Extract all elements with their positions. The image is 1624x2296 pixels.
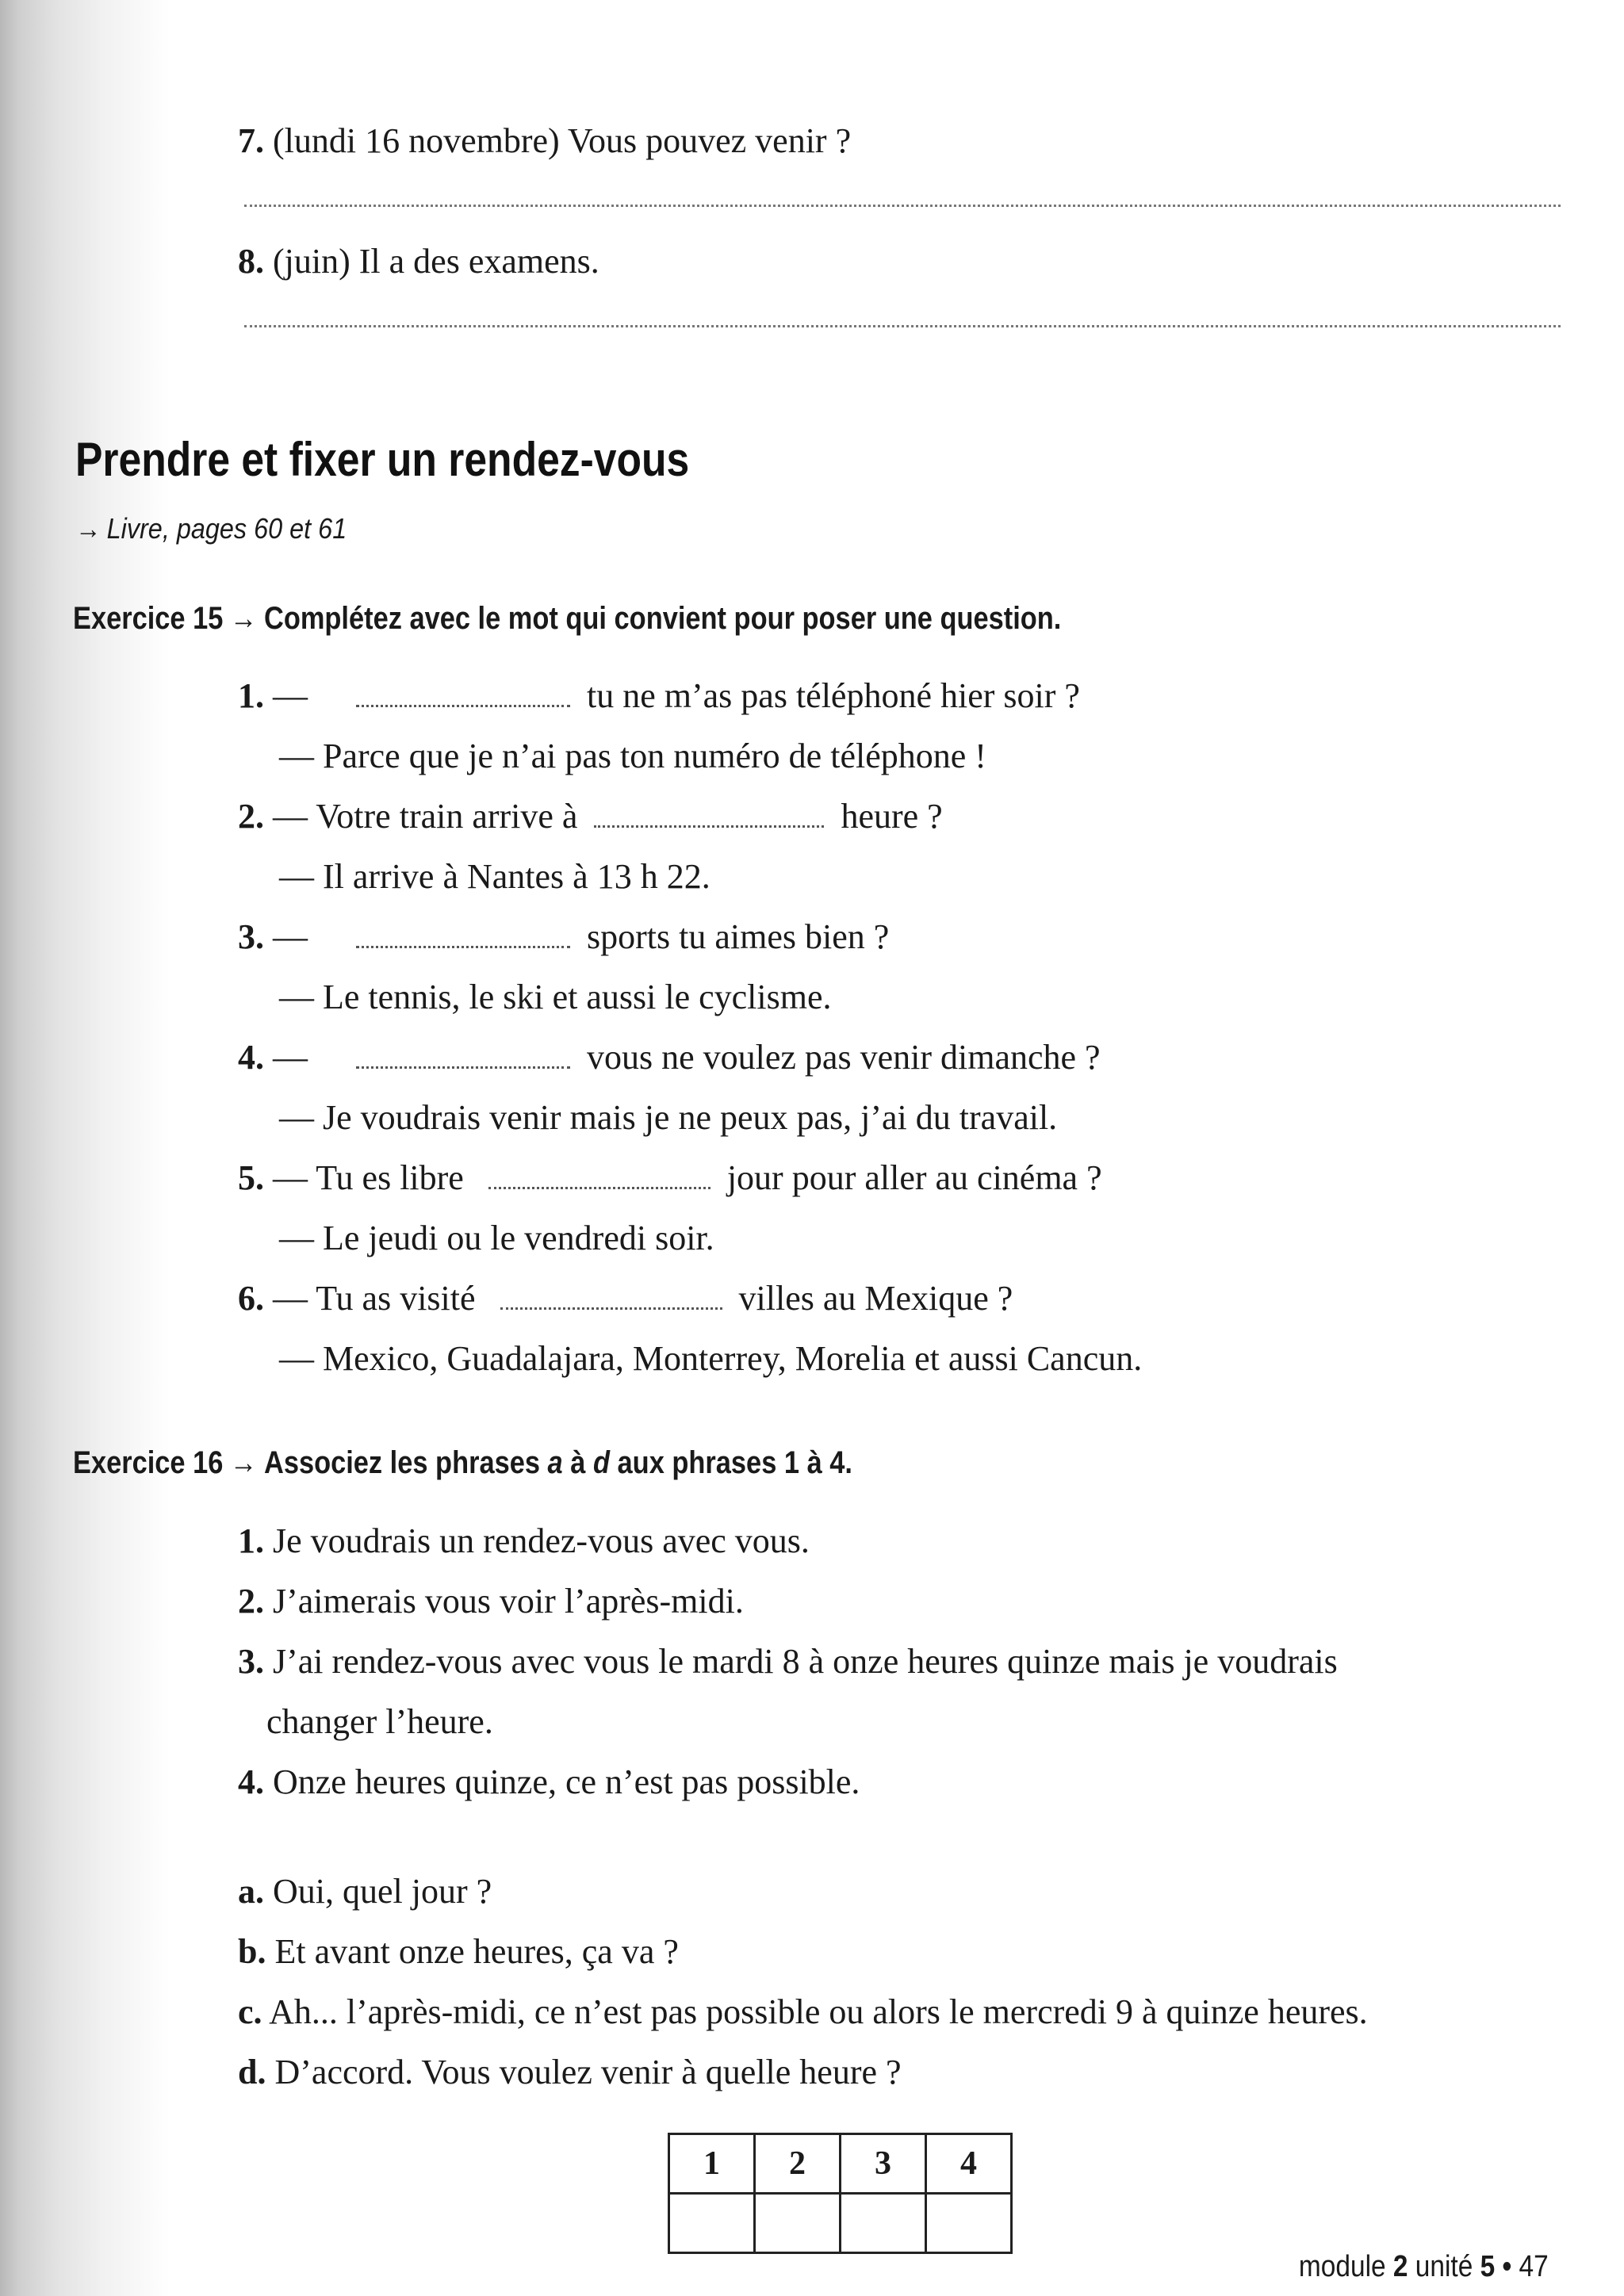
fill-blank[interactable] bbox=[500, 1307, 722, 1310]
ex16-sentence-1 bbox=[238, 1519, 810, 1563]
question-text: (lundi 16 novembre) Vous pouvez venir ? bbox=[273, 121, 852, 160]
ex15-item-2 bbox=[238, 794, 943, 839]
page-binding-shadow bbox=[0, 0, 174, 2296]
answer-grid-answer-row bbox=[669, 2194, 1012, 2253]
item-text-after: sports tu aimes bien ? bbox=[587, 917, 890, 956]
ex16-sentence-3 bbox=[238, 1640, 1338, 1684]
ex15-reply-5: — Le jeudi ou le vendredi soir. bbox=[279, 1219, 714, 1257]
ex15-item-5 bbox=[238, 1156, 1102, 1200]
exercise-15-header bbox=[73, 599, 1061, 638]
item-text: Oui, quel jour ? bbox=[273, 1872, 492, 1911]
exercise-label: Exercice 16 bbox=[73, 1445, 224, 1480]
instruction-prefix: Associez les phrases bbox=[263, 1445, 540, 1480]
ex15-item-1 bbox=[238, 674, 1080, 718]
ex15-reply-4: — Je voudrais venir mais je ne peux pas, j’ai du travail. bbox=[279, 1098, 1058, 1137]
item-letter: c. bbox=[238, 1992, 262, 2031]
item-number: 4. bbox=[238, 1762, 264, 1801]
ex16-sentence-3-continued: changer l’heure. bbox=[266, 1702, 493, 1741]
ex15-item-3 bbox=[238, 915, 889, 959]
item-number: 1. bbox=[238, 1521, 264, 1560]
question-number: 8. bbox=[238, 242, 264, 281]
answer-cell[interactable] bbox=[926, 2194, 1012, 2253]
item-text: D’accord. Vous voulez venir à quelle heure ? bbox=[274, 2053, 902, 2091]
ex15-reply-3: — Le tennis, le ski et aussi le cyclisme. bbox=[279, 978, 832, 1016]
answer-grid-header: 3 bbox=[841, 2134, 926, 2194]
fill-blank[interactable] bbox=[356, 704, 570, 707]
answer-grid-header-row bbox=[669, 2134, 1012, 2194]
item-number: 2. bbox=[238, 797, 264, 836]
answer-cell[interactable] bbox=[669, 2194, 755, 2253]
ex16-response-b bbox=[238, 1930, 679, 1974]
ex16-sentence-4 bbox=[238, 1760, 860, 1804]
ex16-response-a bbox=[238, 1869, 492, 1914]
item-number: 1. bbox=[238, 676, 264, 715]
fill-blank[interactable] bbox=[356, 945, 570, 948]
answer-grid-header: 1 bbox=[669, 2134, 755, 2194]
answer-cell[interactable] bbox=[755, 2194, 841, 2253]
item-text: Je voudrais un rendez-vous avec vous. bbox=[273, 1521, 810, 1560]
ex15-reply-6: — Mexico, Guadalajara, Monterrey, Morelia et aussi Cancun. bbox=[279, 1339, 1143, 1378]
item-number: 2. bbox=[238, 1582, 264, 1621]
answer-grid-header: 2 bbox=[755, 2134, 841, 2194]
item-text: J’ai rendez-vous avec vous le mardi 8 à onze heures quinze mais je voudrais bbox=[273, 1642, 1338, 1681]
item-text-after: heure ? bbox=[841, 797, 943, 836]
answer-line-7[interactable] bbox=[244, 205, 1561, 207]
ex16-sentence-2 bbox=[238, 1579, 744, 1624]
question-number: 7. bbox=[238, 121, 264, 160]
answer-cell[interactable] bbox=[841, 2194, 926, 2253]
footer-bullet: • bbox=[1502, 2250, 1512, 2283]
item-text: J’aimerais vous voir l’après-midi. bbox=[273, 1582, 744, 1621]
ex15-item-4 bbox=[238, 1035, 1101, 1080]
exercise-16-header bbox=[73, 1443, 852, 1483]
ex16-response-d bbox=[238, 2050, 902, 2095]
item-number: 3. bbox=[238, 917, 264, 956]
book-reference-text: Livre, pages 60 et 61 bbox=[106, 512, 347, 545]
item-letter: a. bbox=[238, 1872, 264, 1911]
ex15-reply-1: — Parce que je n’ai pas ton numéro de téléphone ! bbox=[279, 737, 986, 775]
exercise-instruction: Complétez avec le mot qui convient pour poser une question. bbox=[263, 601, 1062, 636]
footer-module-label: module bbox=[1299, 2250, 1386, 2283]
fill-blank[interactable] bbox=[594, 825, 824, 828]
item-number: 3. bbox=[238, 1642, 264, 1681]
item-text: Et avant onze heures, ça va ? bbox=[274, 1932, 679, 1971]
item-number: 4. bbox=[238, 1038, 264, 1077]
footer-module-number: 2 bbox=[1393, 2250, 1408, 2283]
item-text-after: tu ne m’as pas téléphoné hier soir ? bbox=[587, 676, 1080, 715]
question-text: (juin) Il a des examens. bbox=[273, 242, 599, 281]
exercise-instruction bbox=[264, 1445, 852, 1480]
arrow-right-icon: → bbox=[229, 1445, 258, 1480]
item-text-before: — Tu as visité bbox=[273, 1279, 476, 1318]
fill-blank[interactable] bbox=[356, 1066, 570, 1069]
footer-unit-number: 5 bbox=[1480, 2250, 1496, 2283]
arrow-right-icon: → bbox=[229, 601, 258, 636]
book-reference bbox=[75, 511, 347, 546]
answer-line-8[interactable] bbox=[244, 325, 1561, 327]
footer-unit-label: unité bbox=[1415, 2250, 1473, 2283]
section-title: Prendre et fixer un rendez-vous bbox=[75, 433, 690, 486]
ex16-response-c bbox=[238, 1990, 1368, 2034]
item-text-after: jour pour aller au cinéma ? bbox=[726, 1158, 1102, 1197]
instruction-letter-d: d bbox=[592, 1445, 610, 1480]
item-text-after: villes au Mexique ? bbox=[738, 1279, 1013, 1318]
question-8 bbox=[238, 239, 599, 284]
item-text-before: — bbox=[273, 1038, 308, 1077]
item-text-before: — Votre train arrive à bbox=[273, 797, 578, 836]
page-number: 47 bbox=[1519, 2250, 1549, 2283]
page-footer bbox=[1299, 2250, 1549, 2284]
instruction-mid: à bbox=[570, 1445, 586, 1480]
item-text-after: vous ne voulez pas venir dimanche ? bbox=[587, 1038, 1101, 1077]
item-number: 5. bbox=[238, 1158, 264, 1197]
item-number: 6. bbox=[238, 1279, 264, 1318]
item-text-before: — bbox=[273, 676, 308, 715]
fill-blank[interactable] bbox=[488, 1186, 710, 1189]
item-letter: d. bbox=[238, 2053, 266, 2091]
item-text: Onze heures quinze, ce n’est pas possible. bbox=[273, 1762, 860, 1801]
item-text: Ah... l’après-midi, ce n’est pas possible ou alors le mercredi 9 à quinze heures. bbox=[269, 1992, 1368, 2031]
ex15-item-6 bbox=[238, 1276, 1013, 1321]
answer-grid-header: 4 bbox=[926, 2134, 1012, 2194]
instruction-suffix: aux phrases 1 à 4. bbox=[617, 1445, 852, 1480]
arrow-right-icon: → bbox=[75, 512, 102, 545]
item-text-before: — bbox=[273, 917, 308, 956]
answer-grid bbox=[668, 2133, 1013, 2254]
ex15-reply-2: — Il arrive à Nantes à 13 h 22. bbox=[279, 857, 710, 896]
exercise-label: Exercice 15 bbox=[73, 601, 224, 636]
question-7 bbox=[238, 119, 851, 163]
instruction-letter-a: a bbox=[547, 1445, 563, 1480]
item-letter: b. bbox=[238, 1932, 266, 1971]
item-text-before: — Tu es libre bbox=[273, 1158, 464, 1197]
